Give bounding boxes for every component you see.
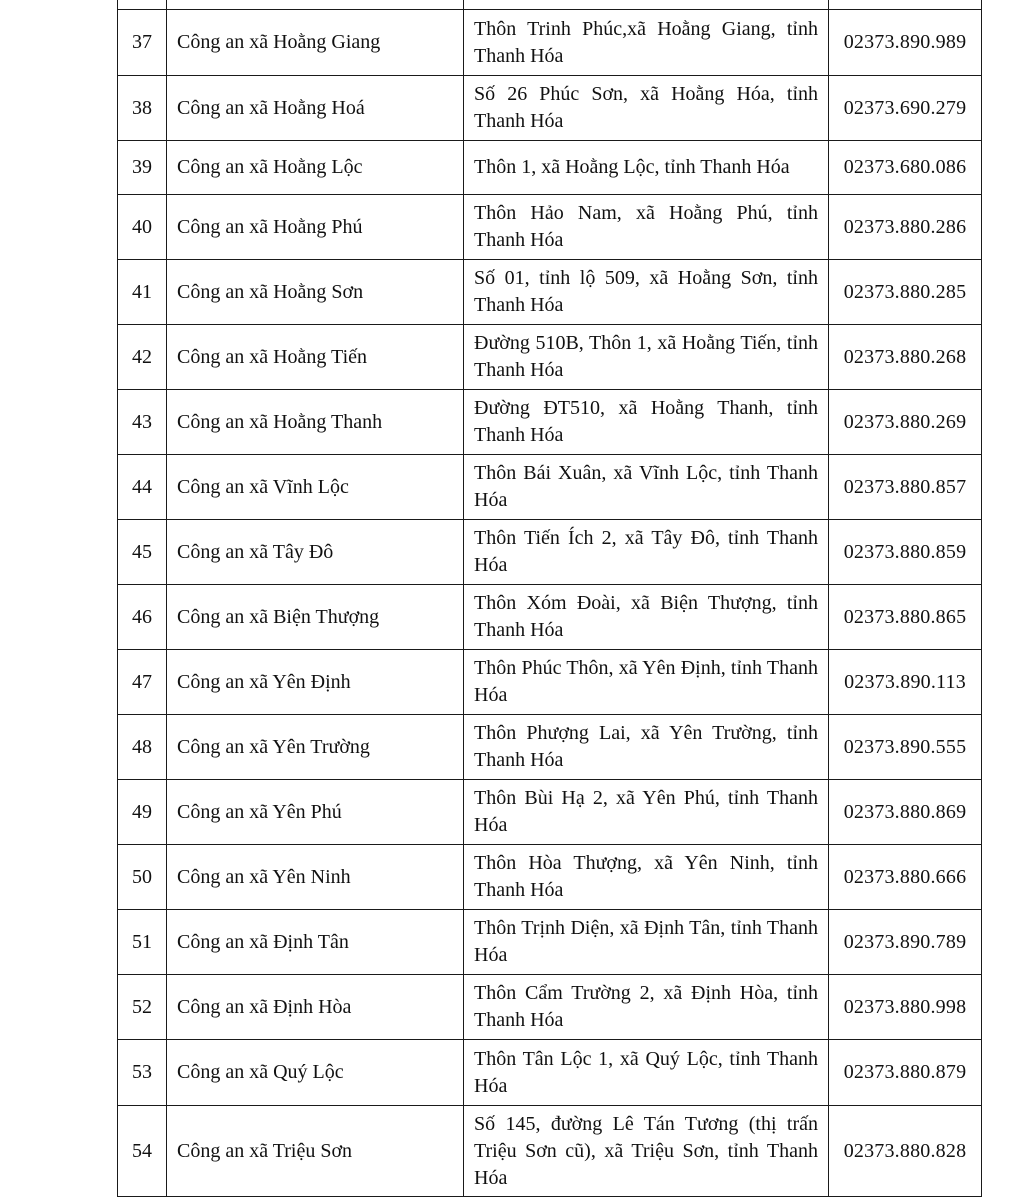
row-number-cell: 40 (118, 195, 167, 260)
phone-number-cell: 02373.880.286 (829, 195, 982, 260)
address-cell: Số 145, đường Lê Tán Tương (thị trấn Triệu Sơn cũ), xã Triệu Sơn, tỉnh Thanh Hóa (464, 1106, 829, 1197)
station-name-cell: Công an xã Định Tân (167, 910, 464, 975)
row-number-cell: 49 (118, 780, 167, 845)
station-name-cell: Công an xã Yên Trường (167, 715, 464, 780)
phone-number-cell: 02373.890.989 (829, 10, 982, 76)
station-name-cell: Công an xã Tây Đô (167, 520, 464, 585)
phone-number-cell: 02373.880.285 (829, 260, 982, 325)
address-cell: Thôn Xóm Đoài, xã Biện Thượng, tỉnh Thanh Hóa (464, 585, 829, 650)
station-name-cell: Công an xã Triệu Sơn (167, 1106, 464, 1197)
station-name-cell: Công an xã Hoằng Lộc (167, 141, 464, 195)
phone-number-cell: 02373.880.865 (829, 585, 982, 650)
station-name-cell: Công an xã Yên Phú (167, 780, 464, 845)
phone-number-cell: 02373.880.859 (829, 520, 982, 585)
address-cell: Thôn Hảo Nam, xã Hoằng Phú, tỉnh Thanh Hóa (464, 195, 829, 260)
table-row (118, 390, 982, 455)
phone-number-cell: 02373.680.086 (829, 141, 982, 195)
table-row (118, 325, 982, 390)
address-cell: Thôn Phượng Lai, xã Yên Trường, tỉnh Thanh Hóa (464, 715, 829, 780)
address-cell: Đường 510B, Thôn 1, xã Hoằng Tiến, tỉnh Thanh Hóa (464, 325, 829, 390)
table-row (118, 585, 982, 650)
row-number-cell: 38 (118, 76, 167, 141)
phone-number-cell: 02373.880.857 (829, 455, 982, 520)
police-station-directory-table (117, 0, 982, 1197)
table-body (118, 0, 982, 1197)
phone-number-cell: 02373.890.555 (829, 715, 982, 780)
address-cell: Thôn Trịnh Diện, xã Định Tân, tỉnh Thanh Hóa (464, 910, 829, 975)
address-cell: Số 01, tỉnh lộ 509, xã Hoằng Sơn, tỉnh Thanh Hóa (464, 260, 829, 325)
address-cell: Thôn Tiến Ích 2, xã Tây Đô, tỉnh Thanh Hóa (464, 520, 829, 585)
address-cell: Thôn Trinh Phúc,xã Hoằng Giang, tỉnh Thanh Hóa (464, 10, 829, 76)
table-row (118, 520, 982, 585)
table-row (118, 910, 982, 975)
station-name-cell: Công an xã Hoằng Hoá (167, 76, 464, 141)
station-name-cell: Công an xã Hoằng Tiến (167, 325, 464, 390)
table-row (118, 975, 982, 1040)
row-number-cell: 42 (118, 325, 167, 390)
row-number-cell: 44 (118, 455, 167, 520)
row-number-cell: 37 (118, 10, 167, 76)
row-number-cell: 41 (118, 260, 167, 325)
address-cell: Số 26 Phúc Sơn, xã Hoằng Hóa, tỉnh Thanh Hóa (464, 76, 829, 141)
address-cell: Thôn Hòa Thượng, xã Yên Ninh, tỉnh Thanh Hóa (464, 845, 829, 910)
address-cell: Đường ĐT510, xã Hoằng Thanh, tỉnh Thanh Hóa (464, 390, 829, 455)
row-number-cell: 50 (118, 845, 167, 910)
phone-number-cell: 02373.880.869 (829, 780, 982, 845)
station-name-cell: Công an xã Hoằng Thanh (167, 390, 464, 455)
station-name-cell: Công an xã Định Hòa (167, 975, 464, 1040)
phone-number-cell: 02373.890.789 (829, 910, 982, 975)
address-cell: Thôn Bùi Hạ 2, xã Yên Phú, tỉnh Thanh Hóa (464, 780, 829, 845)
table-row (118, 195, 982, 260)
station-name-cell: Công an xã Yên Định (167, 650, 464, 715)
address-cell: Thôn Phúc Thôn, xã Yên Định, tỉnh Thanh Hóa (464, 650, 829, 715)
table-row (118, 141, 982, 195)
address-cell: Thôn Cẩm Trường 2, xã Định Hòa, tỉnh Thanh Hóa (464, 975, 829, 1040)
phone-number-cell: 02373.880.828 (829, 1106, 982, 1197)
phone-number-cell: 02373.880.666 (829, 845, 982, 910)
row-number-cell: 53 (118, 1040, 167, 1106)
table-row (118, 715, 982, 780)
phone-number-cell: 02373.880.998 (829, 975, 982, 1040)
table-row (118, 10, 982, 76)
cut-off-header-row (118, 0, 982, 10)
row-number-cell: 47 (118, 650, 167, 715)
station-name-cell: Công an xã Yên Ninh (167, 845, 464, 910)
row-number-cell: 46 (118, 585, 167, 650)
table-row (118, 780, 982, 845)
row-number-cell: 54 (118, 1106, 167, 1197)
phone-number-cell: 02373.690.279 (829, 76, 982, 141)
station-name-cell: Công an xã Quý Lộc (167, 1040, 464, 1106)
row-number-cell: 51 (118, 910, 167, 975)
row-number-cell: 48 (118, 715, 167, 780)
table-row (118, 845, 982, 910)
phone-number-cell: 02373.880.879 (829, 1040, 982, 1106)
station-name-cell: Công an xã Hoằng Giang (167, 10, 464, 76)
station-name-cell: Công an xã Vĩnh Lộc (167, 455, 464, 520)
row-number-cell: 39 (118, 141, 167, 195)
station-name-cell: Công an xã Hoằng Sơn (167, 260, 464, 325)
phone-number-cell: 02373.880.269 (829, 390, 982, 455)
address-cell: Thôn Tân Lộc 1, xã Quý Lộc, tỉnh Thanh Hóa (464, 1040, 829, 1106)
table-row (118, 1106, 982, 1197)
table-row (118, 650, 982, 715)
address-cell: Thôn Bái Xuân, xã Vĩnh Lộc, tỉnh Thanh Hóa (464, 455, 829, 520)
station-name-cell: Công an xã Biện Thượng (167, 585, 464, 650)
station-name-cell: Công an xã Hoằng Phú (167, 195, 464, 260)
table-row (118, 455, 982, 520)
row-number-cell: 52 (118, 975, 167, 1040)
table-row (118, 260, 982, 325)
table-row (118, 1040, 982, 1106)
row-number-cell: 43 (118, 390, 167, 455)
row-number-cell: 45 (118, 520, 167, 585)
phone-number-cell: 02373.890.113 (829, 650, 982, 715)
table-row (118, 76, 982, 141)
address-cell: Thôn 1, xã Hoằng Lộc, tỉnh Thanh Hóa (464, 141, 829, 195)
phone-number-cell: 02373.880.268 (829, 325, 982, 390)
